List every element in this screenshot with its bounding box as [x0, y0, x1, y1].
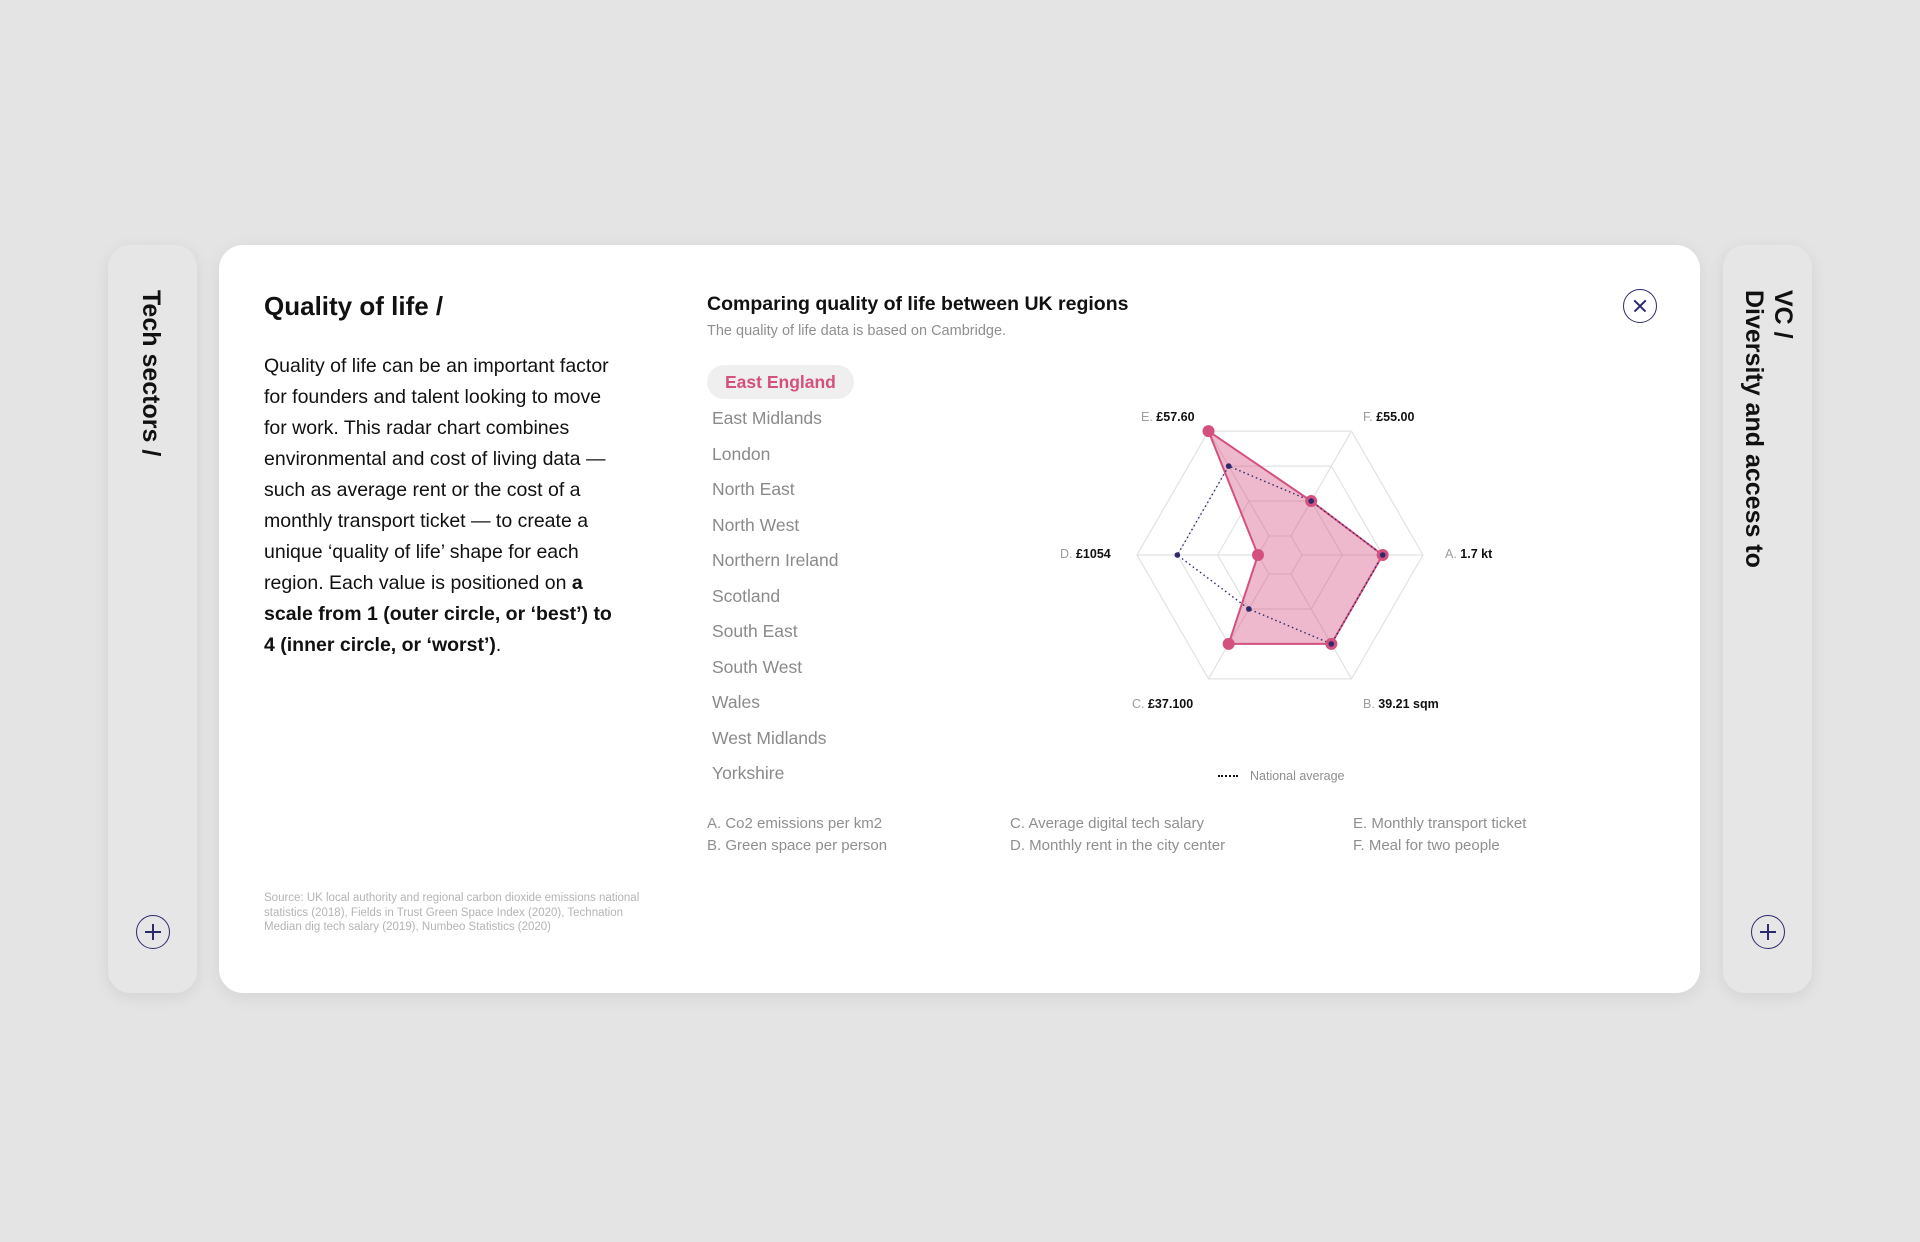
side-panel-vc-diversity[interactable]: [1723, 245, 1812, 993]
plus-circle-icon[interactable]: [1751, 915, 1785, 949]
dotted-line-swatch: [1218, 775, 1238, 777]
side-panel-title: VC /: [1769, 290, 1797, 339]
axis-label-c: C. £37.100: [1132, 697, 1194, 711]
axis-key-b: B. Green space per person: [707, 837, 888, 854]
region-item-wales[interactable]: Wales: [712, 692, 760, 712]
axis-label-f: F. £55.00: [1363, 410, 1415, 424]
region-item-scotland[interactable]: Scotland: [712, 585, 781, 606]
page-title: Quality of life /: [264, 291, 444, 321]
region-list: [707, 365, 854, 792]
axis-label-b: B. 39.21 sqm: [1363, 697, 1439, 711]
side-panel-subtitle: Diversity and access to: [1740, 290, 1768, 568]
close-icon[interactable]: [1623, 289, 1657, 323]
region-item-northern-ireland[interactable]: Northern Ireland: [712, 550, 839, 570]
quality-of-life-card: [219, 245, 1700, 993]
source-note: Source: UK local authority and regional carbon dioxide emissions national statistics (2018), Fields in Trust Green Space Index (2020), Technation Median dig tech salary (2019), Numbeo Statistics (2020): [264, 892, 640, 933]
intro-text: [264, 351, 619, 661]
intro-text-bold: a scale from 1 (outer circle, or ‘best’) to 4 (inner circle, or ‘worst’): [264, 572, 612, 656]
plus-circle-icon[interactable]: [136, 915, 170, 949]
axis-key-column: [1010, 813, 1225, 857]
intro-text-regular: Quality of life can be an important factor for founders and talent looking to move for work. This radar chart combines environmental and cost of living data — such as average rent or the cost of a monthly transport ticket — to create a unique ‘quality of life’ shape for each region. Each value is positioned on: [264, 355, 609, 594]
chart-legend: [1218, 769, 1345, 783]
region-item-north-west[interactable]: North West: [712, 514, 800, 535]
axis-label-d: D. £1054: [1060, 547, 1111, 561]
region-item-east-england[interactable]: East England: [707, 365, 854, 399]
region-item-north-east[interactable]: North East: [712, 479, 795, 499]
region-item-london[interactable]: London: [712, 443, 771, 464]
intro-text-end: .: [495, 634, 502, 656]
axis-label-a: A. 1.7 kt: [1445, 547, 1493, 561]
region-item-west-midlands[interactable]: West Midlands: [712, 727, 827, 748]
axis-key-d: D. Monthly rent in the city center: [1010, 837, 1226, 854]
region-item-east-midlands[interactable]: East Midlands: [712, 408, 822, 428]
legend-label: National average: [1250, 769, 1345, 783]
axis-key-column: [707, 813, 887, 857]
axis-label-e: E. £57.60: [1141, 410, 1195, 424]
side-panel-title: Tech sectors /: [137, 290, 165, 457]
axis-key-column: [1353, 813, 1526, 857]
axis-key-f: F. Meal for two people: [1353, 837, 1500, 854]
axis-key-e: E. Monthly transport ticket: [1353, 815, 1527, 832]
region-item-south-east[interactable]: South East: [712, 621, 798, 641]
region-item-yorkshire[interactable]: Yorkshire: [712, 763, 785, 783]
region-item-south-west[interactable]: South West: [712, 656, 803, 677]
chart-subtitle: The quality of life data is based on Cambridge.: [707, 323, 1007, 339]
axis-key-a: A. Co2 emissions per km2: [707, 815, 883, 832]
axis-key-c: C. Average digital tech salary: [1010, 815, 1204, 832]
side-panel-tech-sectors[interactable]: [108, 245, 197, 993]
chart-title: Comparing quality of life between UK regions: [707, 293, 1129, 315]
